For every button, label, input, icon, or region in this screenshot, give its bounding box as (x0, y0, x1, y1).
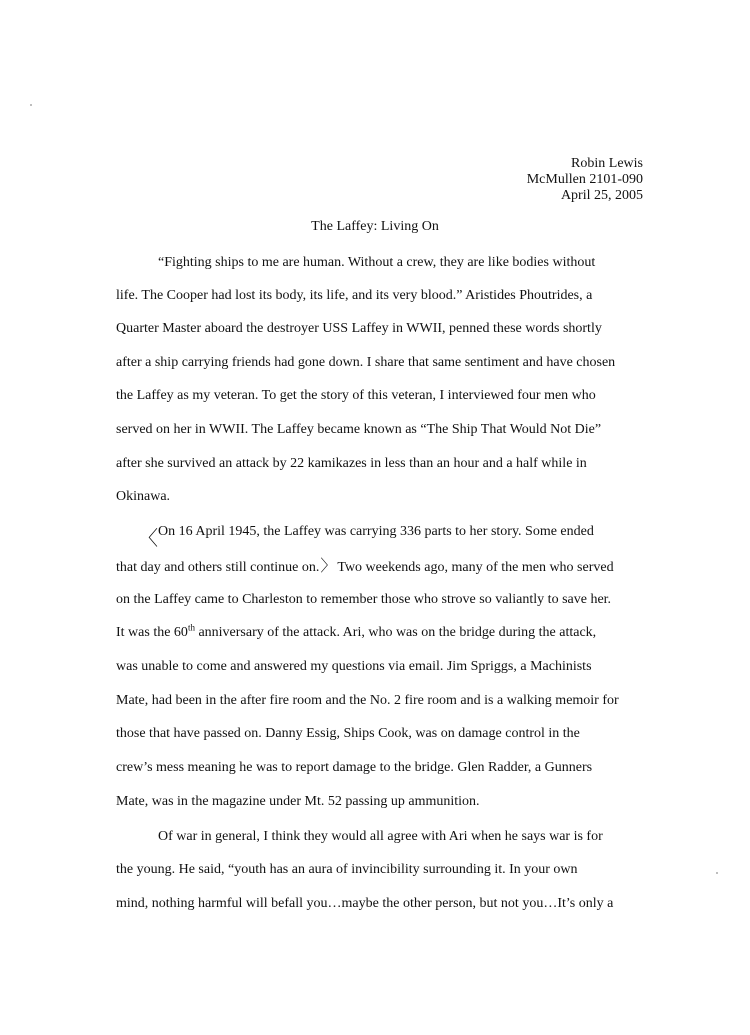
paragraph-1-line-2: life. The Cooper had lost its body, its life, and its very blood.” Aristides Phoutrides, a (116, 288, 593, 303)
paragraph-2-line-4 (116, 622, 597, 641)
course-number: McMullen 2101-090 (526, 172, 643, 187)
paragraph-2-line-7: those that have passed on. Danny Essig, Ships Cook, was on damage control in the (116, 726, 580, 741)
paragraph-1-line-1: “Fighting ships to me are human. Without a crew, they are like bodies without (158, 255, 596, 270)
paragraph-2-line-9: Mate, was in the magazine under Mt. 52 passing up ammunition. (116, 794, 480, 809)
paragraph-2-line-8: crew’s mess meaning he was to report damage to the bridge. Glen Radder, a Gunners (116, 760, 593, 775)
paragraph-2-line-6: Mate, had been in the after fire room and the No. 2 fire room and is a walking memoir for (116, 693, 619, 708)
scan-speck (716, 872, 718, 874)
document-title: The Laffey: Living On (311, 219, 439, 234)
scan-speck (30, 104, 32, 106)
document-date: April 25, 2005 (560, 188, 643, 203)
author-header (527, 156, 643, 204)
handwritten-open-mark: 〈 (138, 526, 158, 550)
ordinal-suffix: th (187, 622, 195, 633)
paragraph-2-line-1: On 16 April 1945, the Laffey was carrying 336 parts to her story. Some ended (158, 524, 594, 539)
paragraph-1-line-4: after a ship carrying friends had gone down. I share that same sentiment and have chosen (116, 355, 616, 370)
paragraph-1-line-3: Quarter Master aboard the destroyer USS Laffey in WWII, penned these words shortly (116, 321, 602, 336)
handwritten-close-mark: 〉 (320, 556, 337, 575)
paragraph-3-line-2: the young. He said, “youth has an aura of invincibility surrounding it. In your own (116, 862, 578, 877)
paragraph-2-line-4-part-b: anniversary of the attack. Ari, who was on the bridge during the attack, (194, 625, 597, 640)
paragraph-2-line-2-part-a: that day and others still continue on. (116, 560, 320, 575)
paragraph-2-line-2 (116, 558, 614, 576)
paragraph-2-line-4-part-a: It was the 60 (116, 625, 188, 640)
paragraph-1-line-7: after she survived an attack by 22 kamikazes in less than an hour and a half while in (116, 456, 587, 471)
paragraph-1-line-8: Okinawa. (116, 489, 171, 504)
paragraph-3-line-3: mind, nothing harmful will befall you…maybe the other person, but not you…It’s only a (116, 896, 614, 911)
paragraph-2-line-2-part-b: Two weekends ago, many of the men who served (337, 560, 614, 575)
paragraph-3-line-1: Of war in general, I think they would all agree with Ari when he says war is for (158, 829, 603, 844)
paragraph-1-line-5: the Laffey as my veteran. To get the story of this veteran, I interviewed four men who (116, 388, 596, 403)
paragraph-2-line-3: on the Laffey came to Charleston to remember those who strove so valiantly to save her. (116, 592, 612, 607)
paragraph-1-line-6: served on her in WWII. The Laffey became known as “The Ship That Would Not Die” (116, 422, 602, 437)
paragraph-2-line-5: was unable to come and answered my questions via email. Jim Spriggs, a Machinists (116, 659, 592, 674)
author-name: Robin Lewis (571, 156, 643, 171)
